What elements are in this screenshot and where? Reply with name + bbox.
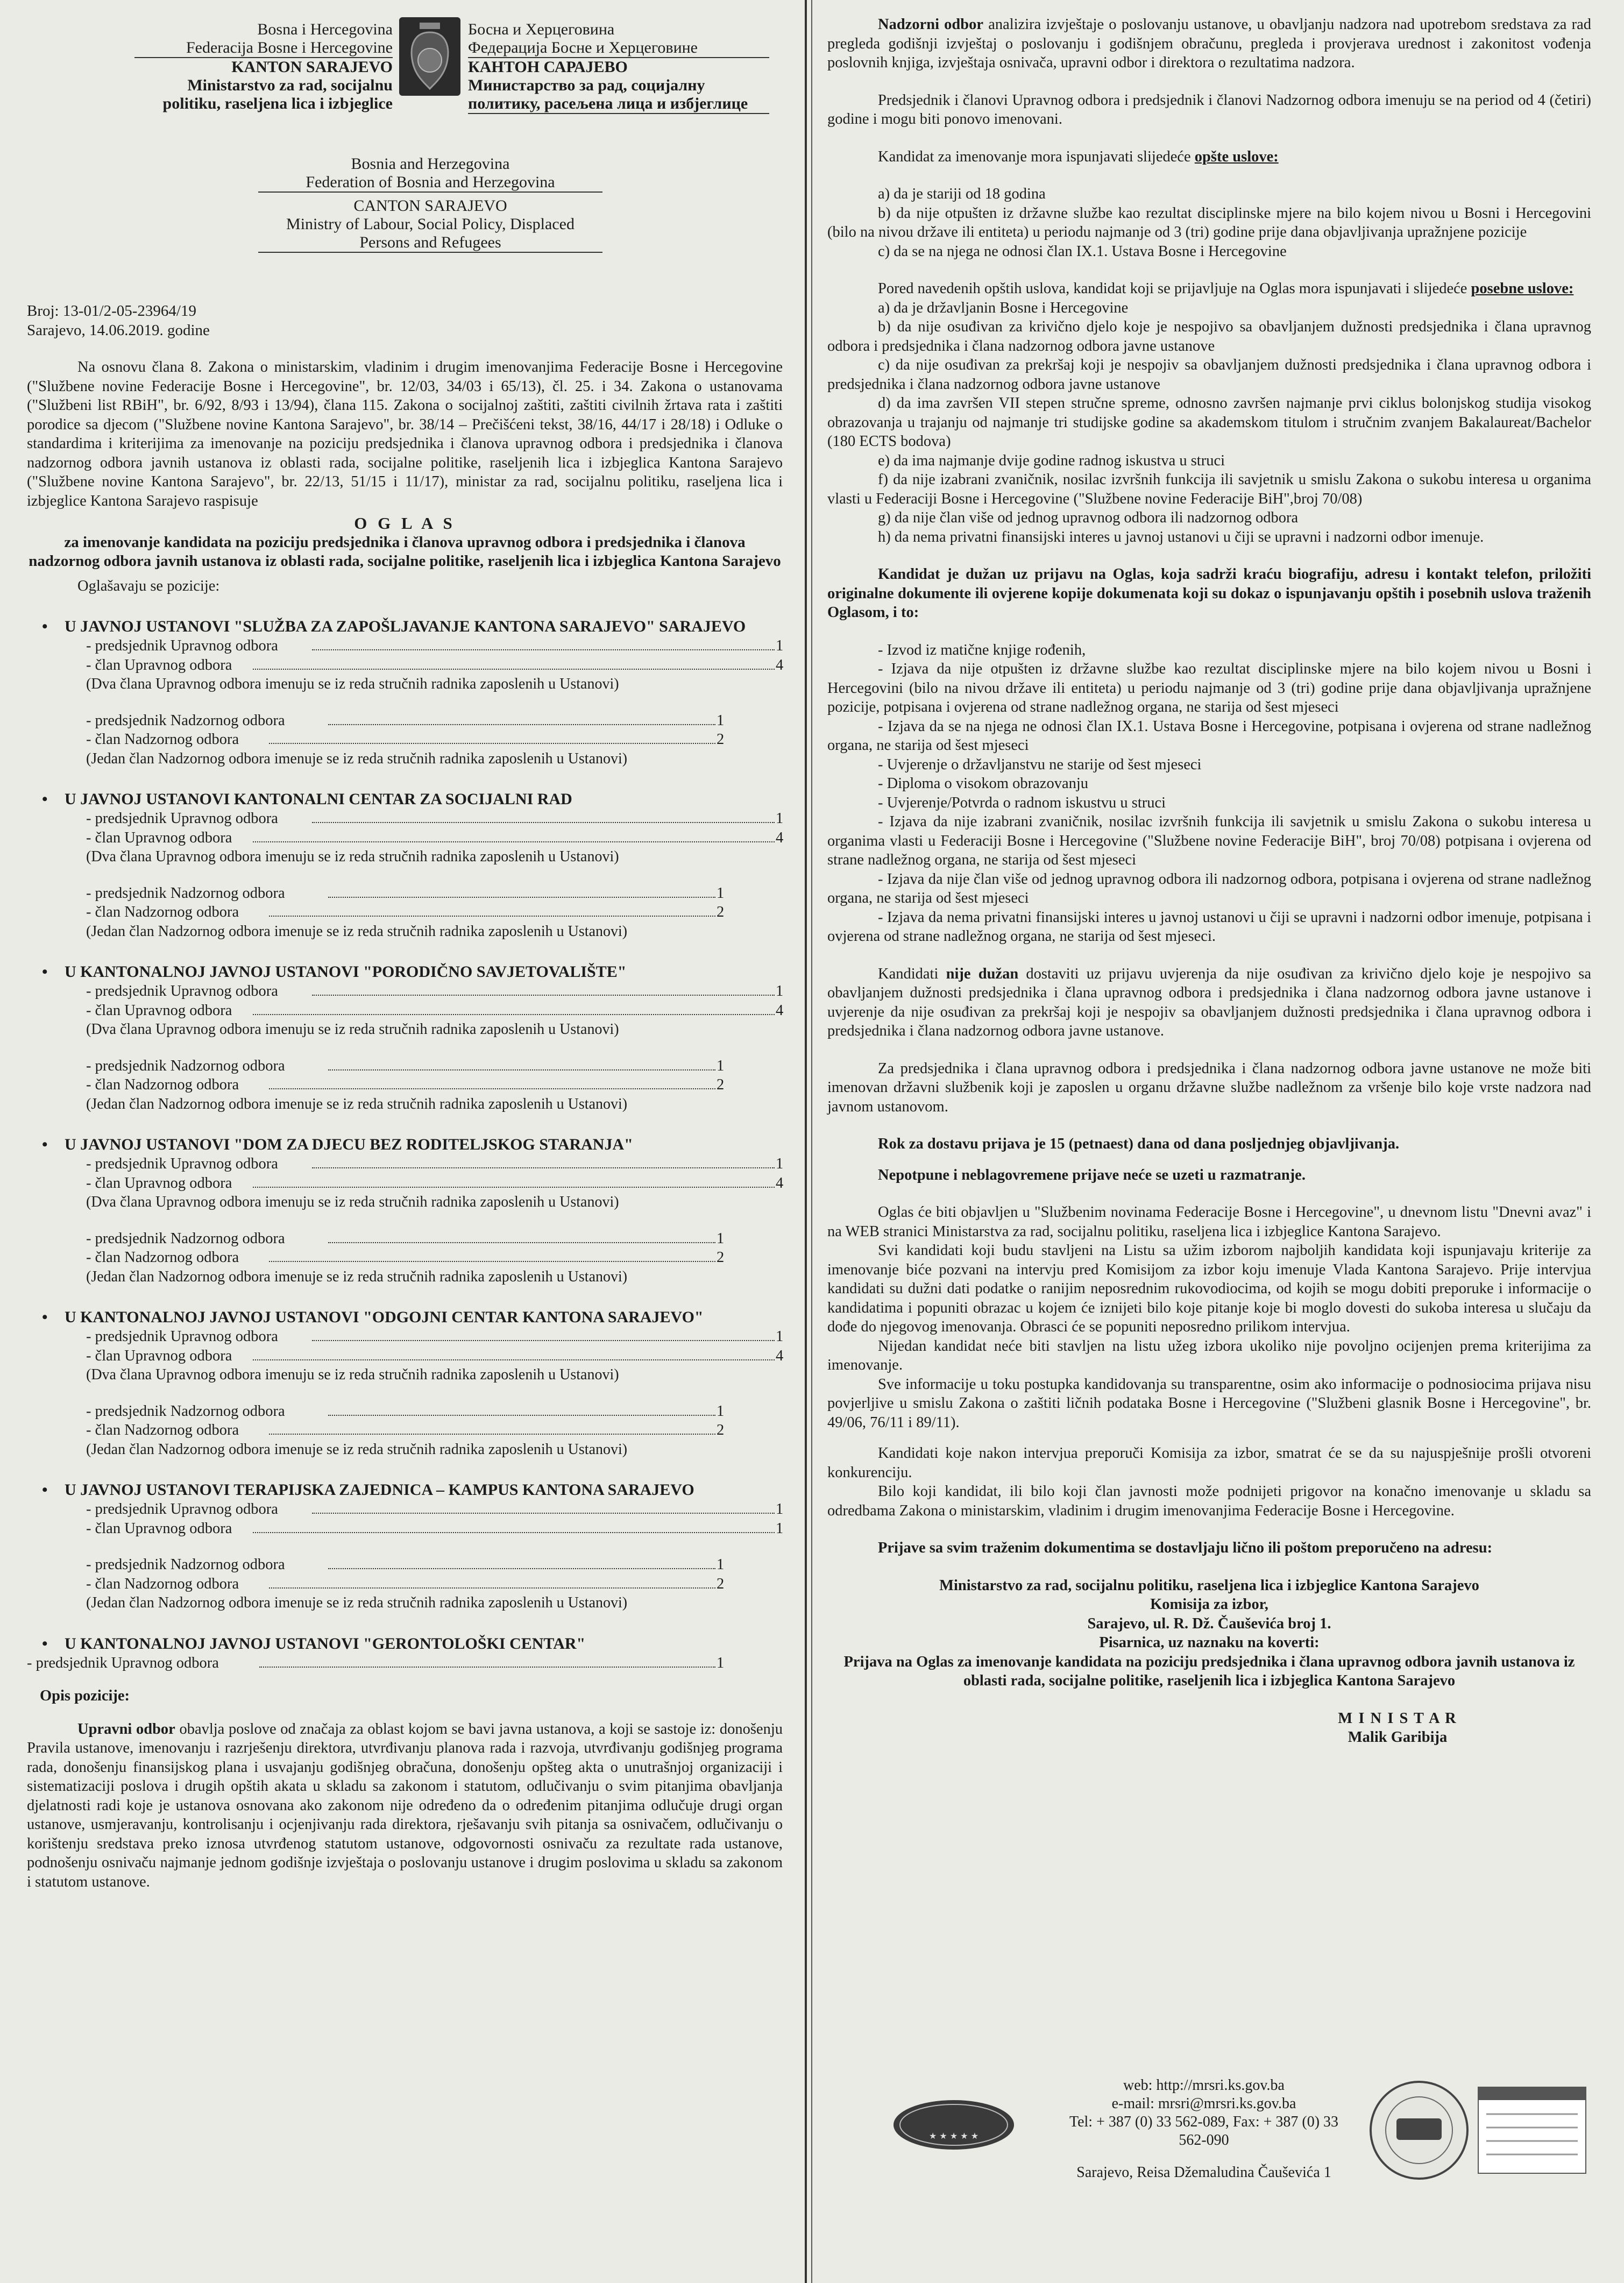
section-note: (Jedan član Nadzornog odbora imenuje se iz reda stručnih radnika zaposlenih u Ustanovi) <box>86 1441 628 1458</box>
footer-contact <box>1064 2076 1344 2182</box>
position-row <box>27 982 783 1001</box>
position-row <box>27 1421 783 1440</box>
position-label: - predsjednik Nadzornog odbora <box>86 884 285 902</box>
reference-number: Broj: 13-01/2-05-23964/19 <box>27 302 196 320</box>
position-row <box>27 1654 783 1673</box>
position-label: - predsjednik Nadzornog odbora <box>86 1057 285 1074</box>
intro-paragraph: Na osnovu člana 8. Zakona o ministarskim, vladinim i drugim imenovanjima Federacije Bosne i Hercegovine ("Službene novine Federacije Bosne i Hercegovine", br. 12/03, 34/03 i 65/13), čl. 25. i 34. Zakona o ustanovama ("Službeni list RBiH", br. 6/92, 8/93 i 13/94), člana 115. Zakona o socijalnoj zaštiti, zaštiti civilnih žrtava rata i zaštiti porodice sa djecom ("Službene novine Kantona Sarajevo", br. 38/14 – Prečišćeni tekst, 38/16, 44/17 i 28/18) i Odluke o standardima i kriterijima za imenovanje na poziciju predsjednika i članova upravnog odbora i predsjednika i članova nadzornog odbora javnih ustanova iz oblasti rada, socijalne politike, raseljenih lica i izbjeglica Kantona Sarajevo ("Službene novine Kantona Sarajevo", br. 22/13, 51/15 i 11/17), ministar za rad, socijalnu politiku, raseljena lica i izbjeglice Kantona Sarajevo raspisuje <box>27 359 783 509</box>
oglas-title: O G L A S <box>354 514 456 533</box>
position-count: 2 <box>717 1422 725 1438</box>
dot-leader <box>269 1248 715 1262</box>
dot-leader <box>253 1346 775 1360</box>
position-row <box>27 1057 783 1076</box>
header-english <box>258 155 602 253</box>
position-count: 1 <box>776 810 784 827</box>
position-row <box>27 1555 783 1575</box>
position-count: 1 <box>776 637 784 654</box>
header-line: Persons and Refugees <box>258 233 602 253</box>
header-line: Bosna i Hercegovina <box>257 20 393 38</box>
dot-leader <box>253 656 775 670</box>
dot-leader <box>328 1555 715 1569</box>
position-count: 1 <box>717 712 725 729</box>
section-title <box>27 1135 783 1154</box>
address-line: Prijava na Oglas za imenovanje kandidata na poziciju predsjednika i člana upravnog odbora javnih ustanova iz oblasti rada, socijalne politike, raseljenih lica i izbjeglica Kantona Sarajevo <box>843 1653 1575 1689</box>
header-line: Федерација Босне и Херцеговине <box>468 39 769 58</box>
position-count: 1 <box>717 1230 725 1247</box>
section-note: (Dva člana Upravnog odbora imenuju se iz reda stručnih radnika zaposlenih u Ustanovi) <box>86 1021 619 1038</box>
column-divider-inner <box>811 0 812 2283</box>
svg-text:★ ★ ★ ★ ★: ★ ★ ★ ★ ★ <box>928 2131 979 2141</box>
upravni-lead: Upravni odbor <box>77 1720 175 1738</box>
dot-leader <box>312 809 775 823</box>
document-item: - Uvjerenje/Potvrda o radnom iskustvu u struci <box>878 794 1166 811</box>
dot-leader <box>253 1519 775 1533</box>
section-title <box>27 962 783 982</box>
dot-leader <box>312 1327 775 1341</box>
publication-paragraph: Oglas će biti objavljen u "Službenim novinama Federacije Bosne i Hercegovine", u dnevnom listu "Dnevni avaz" i na WEB stranici Ministarstva za rad, socijalnu politiku, raseljena lica i izbjeglice Kantona Sarajevo. <box>827 1204 1591 1240</box>
position-row <box>27 884 783 903</box>
dot-leader <box>328 1229 715 1243</box>
header-line: Bosnia and Herzegovina <box>351 155 510 173</box>
header-line: Ministry of Labour, Social Policy, Displaced <box>286 215 575 233</box>
position-count: 2 <box>717 1076 725 1093</box>
position-label: - član Nadzornog odbora <box>86 1249 239 1266</box>
reference-block <box>27 301 210 340</box>
position-section <box>27 790 783 941</box>
shortlist-paragraph: Nijedan kandidat neće biti stavljen na listu užeg izbora ukoliko nije povoljno ocijenjen prema kriterijima za imenovanje. <box>827 1337 1591 1373</box>
section-title-text: U JAVNOJ USTANOVI "SLUŽBA ZA ZAPOŠLJAVANJE KANTONA SARAJEVO" SARAJEVO <box>65 618 746 635</box>
delivery-address <box>827 1576 1591 1691</box>
bullet-icon: • <box>42 790 48 808</box>
condition-item: e) da ima najmanje dvije godine radnog iskustva u struci <box>878 452 1225 469</box>
position-count: 1 <box>776 1520 784 1537</box>
right-body <box>827 15 1591 1747</box>
dot-leader <box>312 1500 775 1514</box>
document-item: - Izjava da nema privatni finansijski interes u javnoj ustanovi u čiji se upravni i nadzorni odbor imenuje, potpisana i ovjerena od strane nadležnog organa, ne starija od šest mjeseci. <box>827 909 1591 945</box>
condition-item: c) da se na njega ne odnosi član IX.1. Ustava Bosne i Hercegovine <box>878 243 1287 260</box>
section-note: (Jedan član Nadzornog odbora imenuje se iz reda stručnih radnika zaposlenih u Ustanovi) <box>86 750 628 767</box>
header-line: Ministarstvo za rad, socijalnu <box>187 76 393 94</box>
upravni-paragraph <box>27 1720 783 1892</box>
general-conditions-text: Kandidat za imenovanje mora ispunjavati slijedeće <box>878 148 1195 165</box>
position-row <box>27 730 783 749</box>
iso-certificate-icon <box>1365 2076 1591 2184</box>
special-conditions-intro <box>827 279 1591 299</box>
section-title-text: U KANTONALNOJ JAVNOJ USTANOVI "ODGOJNI CENTAR KANTONA SARAJEVO" <box>65 1308 704 1326</box>
section-note: (Dva člana Upravnog odbora imenuju se iz reda stručnih radnika zaposlenih u Ustanovi) <box>86 676 619 692</box>
award-seal-icon <box>892 2098 1016 2152</box>
position-section <box>27 1308 783 1459</box>
position-label: - predsjednik Upravnog odbora <box>86 1501 278 1518</box>
dot-leader <box>328 1402 715 1416</box>
position-label: - član Nadzornog odbora <box>86 904 239 920</box>
section-title-text: U JAVNOJ USTANOVI "DOM ZA DJECU BEZ RODITELJSKOG STARANJA" <box>65 1136 633 1153</box>
position-count: 1 <box>717 1654 725 1671</box>
section-title: • U KANTONALNOJ JAVNOJ USTANOVI "GERONTOLOŠKI CENTAR" <box>42 1634 586 1653</box>
position-row <box>27 1001 783 1020</box>
dot-leader <box>253 1174 775 1188</box>
document-item: - Izjava da nije član više od jednog upravnog odbora ili nadzornog odbora, potpisana i ovjerena od strane nadležnog organa, ne starija od šest mjeseci <box>827 870 1591 906</box>
section-title <box>27 790 783 809</box>
section-title <box>27 1308 783 1327</box>
dot-leader <box>328 1057 715 1070</box>
documents-intro: Kandidat je dužan uz prijavu na Oglas, koja sadrži kraću biografiju, adresu i kontakt telefon, priložiti originalne dokumente ili ovjerene kopije dokumenata koji su dokaz o ispunjavanju opštih i posebnih uslova traženih Oglasom, i to: <box>827 566 1591 621</box>
position-section <box>27 1634 783 1673</box>
not-required-text: Kandidati <box>878 965 946 982</box>
position-count: 2 <box>717 1249 725 1266</box>
position-row <box>27 636 783 656</box>
position-row <box>27 1575 783 1594</box>
position-label: - član Nadzornog odbora <box>86 1422 239 1438</box>
header-line: KANTON SARAJEVO <box>231 58 393 76</box>
special-conditions-text: Pored navedenih opštih uslova, kandidat koji se prijavljuje na Oglas mora ispunjavati i slijedeće <box>878 280 1471 297</box>
positions-intro: Oglašavaju se pozicije: <box>77 577 220 594</box>
header-line: Министарство за рад, социјалну <box>468 76 705 94</box>
interview-paragraph: Svi kandidati koji budu stavljeni na Listu sa užim izborom najboljih kandidata koji ispunjavaju kriterije za imenovanje biće pozvani na intervju pred Komisijom za izbor koju imenuje Vlada Kantona Sarajevo. Prije intervjua kandidati su dužni dati podatke o ranijim neposrednim rukovodiocima, od kojih se mogu dobiti preporuke i informacije o kandidatima i popuniti obrazac u kojem će iznijeti bilo koje pitanje koje bi moglo dovesti do sukoba interesa u slučaju da dođe do njegovog imenovanja. Obrasci će se popuniti neposredno prilikom intervjua. <box>827 1242 1591 1335</box>
column-divider <box>805 0 807 2283</box>
not-required-text: dostaviti uz prijavu uvjerenja da nije osuđivan za krivično djelo koje je nespojivo sa obavljanjem dužnosti predsjednika i člana upravnog odbora i predsjednika i člana nadzornog odbora javne ustanove i uvjerenje da nije osuđivan za prekršaj koji je nespojiv sa obavljanjem dužnosti predsjednika i člana upravnog odbora i predsjednika i člana nadzornog odbora javne ustanove. <box>827 965 1591 1039</box>
dot-leader <box>269 730 715 744</box>
condition-item: a) da je državljanin Bosne i Hercegovine <box>878 299 1129 316</box>
minister-signature <box>1247 1709 1548 1747</box>
section-note: (Dva člana Upravnog odbora imenuju se iz reda stručnih radnika zaposlenih u Ustanovi) <box>86 1366 619 1383</box>
position-count: 2 <box>717 904 725 920</box>
position-row <box>27 1248 783 1267</box>
position-row <box>27 1154 783 1174</box>
section-title-text: U JAVNOJ USTANOVI TERAPIJSKA ZAJEDNICA – KAMPUS KANTONA SARAJEVO <box>65 1481 694 1499</box>
position-count: 1 <box>776 1501 784 1518</box>
not-required-bold: nije dužan <box>946 965 1019 982</box>
footer-email[interactable]: e-mail: mrsri@mrsri.ks.gov.ba <box>1111 2095 1296 2112</box>
header-line: КАНТОН САРАЈЕВО <box>468 58 628 76</box>
deadline-paragraph: Rok za dostavu prijava je 15 (petnaest) dana od dana posljednjeg objavljivanja. <box>878 1136 1400 1152</box>
position-label: - predsjednik Upravnog odbora <box>86 983 278 999</box>
nadzorni-lead: Nadzorni odbor <box>878 16 984 33</box>
position-row <box>27 828 783 848</box>
position-row <box>27 711 783 731</box>
dot-leader <box>259 1654 715 1668</box>
documents-list <box>827 641 1591 946</box>
address-line: Ministarstvo za rad, socijalnu politiku, raseljena lica i izbjeglice Kantona Sarajevo <box>939 1577 1479 1594</box>
position-count: 2 <box>717 1575 725 1592</box>
delivery-paragraph: Prijave sa svim traženim dokumentima se dostavljaju lično ili poštom preporučeno na adresu: <box>878 1540 1493 1556</box>
position-label: - predsjednik Nadzornog odbora <box>86 1230 285 1247</box>
special-conditions-list <box>827 299 1591 547</box>
position-label: - predsjednik Upravnog odbora <box>86 1328 278 1345</box>
position-row <box>27 1500 783 1519</box>
footer-web[interactable]: web: http://mrsri.ks.gov.ba <box>1123 2077 1285 2094</box>
dot-leader <box>253 1001 775 1015</box>
coat-of-arms-icon <box>398 16 462 97</box>
header-line: Federation of Bosnia and Herzegovina <box>258 173 602 193</box>
position-count: 2 <box>717 731 725 748</box>
positions-list <box>27 617 783 1613</box>
address-line: Pisarnica, uz naznaku na koverti: <box>1099 1634 1320 1651</box>
footer-address: Sarajevo, Reisa Džemaludina Čauševića 1 <box>1076 2164 1331 2181</box>
position-label: - predsjednik Nadzornog odbora <box>86 712 285 729</box>
document-item: - Diploma o visokom obrazovanju <box>878 775 1089 792</box>
nadzorni-text: analizira izvještaje o poslovanju ustanove, u obavljanju nadzora nad upotrebom sredstava za rad pregleda godišnji izvještaj o poslovanju i godišnjem obračunu, pregleda i provjerava urednost i zakonitost vođenja poslovnih knjiga, izvještaja osnivača, upravni odbor i direktora o rezultatima nadzora. <box>827 16 1591 71</box>
condition-item: h) da nema privatni finansijski interes u javnoj ustanovi u čiji se upravni i nadzorni odbor imenuje. <box>878 528 1484 545</box>
dot-leader <box>328 711 715 725</box>
position-row <box>27 1327 783 1346</box>
header-line: CANTON SARAJEVO <box>353 197 507 215</box>
position-label: - član Nadzornog odbora <box>86 731 239 748</box>
condition-item: a) da je stariji od 18 godina <box>878 186 1046 202</box>
civil-servant-paragraph: Za predsjednika i člana upravnog odbora i predsjednika i člana nadzornog odbora javne ustanove ne može biti imenovan državni službenik koji je zaposlen u organu državne službe nadležnom za vršenje bilo koje vrste nadzora nad javnom ustanovom. <box>827 1060 1591 1115</box>
position-section <box>27 1480 783 1613</box>
header-line: Босна и Херцеговина <box>468 20 615 38</box>
section-title-text: U KANTONALNOJ JAVNOJ USTANOVI "GERONTOLOŠKI CENTAR" <box>65 1634 586 1653</box>
recommended-paragraph: Kandidati koje nakon intervjua preporuči Komisija za izbor, smatrat će se da su najuspješnije prošli otvoreni konkurenciju. <box>827 1445 1591 1481</box>
position-count: 4 <box>776 1002 784 1019</box>
document-item: - Izjava da nije otpušten iz državne službe kao rezultat disciplinske mjere na bilo kojem nivou u Bosni i Hercegovini (bilo na nivou države ili entiteta) u periodu najmanje od 3 (tri) godine prije dana objavljivanja upražnjene pozicije, potpisana i ovjerena od strane nadležnog organa, ne starija od šest mjeseci <box>827 661 1591 715</box>
position-label: - predsjednik Upravnog odbora <box>27 1654 219 1671</box>
upravni-text: obavlja poslove od značaja za oblast kojom se bavi javna ustanova, a koji se sastoje iz: donošenju Pravila ustanove, imenovanju i razrješenju direktora, utvrđivanju planova rada i razvoja, utvrđivanju godišnjeg programa rada, donošenju finansijskog plana i usvajanju godišnjeg obračuna, donošenju opšteg akta o unutrašnjoj organizaciji i sistematizaciji poslova i drugih opštih akata u skladu sa zakonom i statutom, odlučivanju o svim pitanjima obavljanja djelatnosti radi koje je ustanova osnovana ako zakonom nije određeno da o određenim pitanjima odlučuje drugi organ ustanove, usmjeravanju, kontrolisanju i ocjenjivanju rada direktora, rješavanju svih pitanja sa osnivačem, odlučivanju o korištenju sredstava preko iznosa utvrđenog statutom ustanove, odgovornosti osnivaču za rezultate rada ustanove, podnošenju osnivaču najmanje jednom godišnje izvještaja o poslovanju ustanove i drugim poslovima u skladu sa zakonom i statutom ustanove. <box>27 1720 783 1890</box>
dot-leader <box>253 828 775 842</box>
section-note: (Dva člana Upravnog odbora imenuju se iz reda stručnih radnika zaposlenih u Ustanovi) <box>86 848 619 865</box>
position-count: 4 <box>776 656 784 673</box>
position-row <box>27 809 783 828</box>
position-row <box>27 656 783 675</box>
nadzorni-paragraph <box>827 15 1591 73</box>
section-title-text: U KANTONALNOJ JAVNOJ USTANOVI "PORODIČNO SAVJETOVALIŠTE" <box>65 963 627 981</box>
position-count: 1 <box>776 1155 784 1172</box>
document-item: - Izjava da nije izabrani zvaničnik, nosilac izvršnih funkcija ili savjetnik u smislu Zakona o sukobu interesa u organima vlasti u Federaciji Bosne i Hercegovine ("Službene novine Federacije BiH", broj 70/08) potpisana i ovjerena od strane nadležnog organa, ne starija od šest mjeseci <box>827 813 1591 868</box>
position-count: 1 <box>717 884 725 902</box>
position-count: 1 <box>717 1556 725 1573</box>
position-label: - član Upravnog odbora <box>86 1002 232 1019</box>
position-row <box>27 1519 783 1538</box>
position-label: - član Upravnog odbora <box>86 656 232 673</box>
position-row <box>27 1075 783 1095</box>
position-count: 1 <box>717 1402 725 1420</box>
condition-item: b) da nije osuđivan za krivično djelo koje je nespojivo sa obavljanjem dužnosti predsjednika i člana upravnog odbora i predsjednika i člana nadzornog odbora javne ustanove <box>827 318 1591 354</box>
section-title <box>27 617 783 636</box>
header-line: Federacija Bosne i Hercegovine <box>134 39 393 58</box>
position-label: - član Upravnog odbora <box>86 1347 232 1364</box>
general-conditions-label: opšte uslove: <box>1194 148 1279 165</box>
position-label: - predsjednik Nadzornog odbora <box>86 1556 285 1573</box>
address-line: Komisija za izbor, <box>1150 1596 1268 1613</box>
document-item: - Uvjerenje o državljanstvu ne starije od šest mjeseci <box>878 756 1202 773</box>
header-line: политику, расељена лица и избјеглице <box>468 95 769 114</box>
address-line: Sarajevo, ul. R. Dž. Čauševića broj 1. <box>1087 1615 1331 1632</box>
position-section <box>27 1135 783 1286</box>
position-label: - predsjednik Nadzornog odbora <box>86 1402 285 1420</box>
left-body <box>27 358 783 1891</box>
position-row <box>27 903 783 922</box>
position-label: - član Upravnog odbora <box>86 1520 232 1537</box>
reference-date: Sarajevo, 14.06.2019. godine <box>27 322 210 339</box>
section-note: (Jedan član Nadzornog odbora imenuje se iz reda stručnih radnika zaposlenih u Ustanovi) <box>86 1095 628 1112</box>
position-section <box>27 617 783 768</box>
position-count: 4 <box>776 1174 784 1192</box>
minister-title: M I N I S T A R <box>1338 1710 1457 1727</box>
header-latin <box>134 20 393 113</box>
document-item: - Izvod iz matične knjige rođenih, <box>878 641 1086 658</box>
dot-leader <box>269 1575 715 1589</box>
position-label: - predsjednik Upravnog odbora <box>86 637 278 654</box>
ministry-header <box>22 0 796 301</box>
condition-item: f) da nije izabrani zvaničnik, nosilac izvršnih funkcija ili savjetnik u smislu Zakona o sukobu interesa u organima vlasti u Federaciji Bosne i Hercegovine ("Službene novine Federacije BiH",broj 70/08) <box>827 471 1591 507</box>
condition-item: g) da nije član više od jednog upravnog odbora ili nadzornog odbora <box>878 509 1299 526</box>
footer-phone: Tel: + 387 (0) 33 562-089, Fax: + 387 (0) 33 562-090 <box>1069 2114 1339 2149</box>
special-conditions-label: posebne uslove: <box>1471 280 1574 297</box>
dot-leader <box>269 903 715 917</box>
header-line: politiku, raseljena lica i izbjeglice <box>162 95 393 112</box>
condition-item: d) da ima završen VII stepen stručne spreme, odnosno završen najmanje prvi ciklus bolonjskog studija visokog obrazovanja u trajanju od najmanje tri studijske godine sa akademskom titulom i stručnim zvanjem Bakalaureat/Bachelor (180 ECTS bodova) <box>827 395 1591 450</box>
bullet-icon: • <box>42 963 48 981</box>
dot-leader <box>269 1075 715 1089</box>
section-note: (Jedan član Nadzornog odbora imenuje se iz reda stručnih radnika zaposlenih u Ustanovi) <box>86 1594 628 1611</box>
condition-item: b) da nije otpušten iz državne službe kao rezultat disciplinske mjere na bilo kojem nivou u Bosni i Hercegovini (bilo na nivou države ili entiteta) u periodu najmanje od 3 (tri) godine prije dana objavljivanja upražnjene pozicije <box>827 204 1591 240</box>
bullet-icon: • <box>42 1308 48 1326</box>
position-row <box>27 1402 783 1421</box>
dot-leader <box>328 884 715 898</box>
position-label: - predsjednik Upravnog odbora <box>86 1155 278 1172</box>
opis-title: Opis pozicije: <box>40 1688 130 1704</box>
position-label: - član Upravnog odbora <box>86 829 232 846</box>
header-cyrillic <box>468 20 769 114</box>
general-conditions-intro <box>827 147 1591 167</box>
position-label: - predsjednik Upravnog odbora <box>86 810 278 827</box>
minister-name: Malik Garibija <box>1348 1729 1448 1746</box>
oglas-subtitle: za imenovanje kandidata na poziciju predsjednika i članova upravnog odbora i predsjednika i članova nadzornog odbora javnih ustanova iz oblasti rada, socijalne politike, raseljenih lica i izbjeglica Kantona Sarajevo <box>29 533 781 570</box>
general-conditions-list <box>827 185 1591 261</box>
position-count: 4 <box>776 1347 784 1364</box>
position-row <box>27 1174 783 1193</box>
not-required-paragraph <box>827 965 1591 1041</box>
incomplete-paragraph: Nepotpune i neblagovremene prijave neće se uzeti u razmatranje. <box>878 1166 1306 1183</box>
position-row <box>27 1346 783 1366</box>
position-section <box>27 962 783 1114</box>
section-note: (Jedan član Nadzornog odbora imenuje se iz reda stručnih radnika zaposlenih u Ustanovi) <box>86 923 628 940</box>
position-count: 1 <box>776 983 784 999</box>
footer <box>827 2066 1591 2259</box>
information-paragraph: Sve informacije u toku postupka kandidovanja su transparentne, osim ako informacije o podnosiocima prijava nisu povjerljive u smislu Zakona o zaštiti ličnih podataka Bosne i Hercegovine ("Službeni glasnik Bosne i Hercegovine", br. 49/06, 76/11 i 89/11). <box>827 1376 1591 1431</box>
position-count: 1 <box>717 1057 725 1074</box>
document-item: - Izjava da se na njega ne odnosi član IX.1. Ustava Bosne i Hercegovine, potpisana i ovjerena od strane nadležnog organa, ne starija od šest mjeseci <box>827 718 1591 754</box>
dot-leader <box>269 1421 715 1435</box>
position-row <box>27 1229 783 1249</box>
position-count: 1 <box>776 1328 784 1345</box>
position-label: - član Nadzornog odbora <box>86 1575 239 1592</box>
section-title-text: U JAVNOJ USTANOVI KANTONALNI CENTAR ZA SOCIJALNI RAD <box>65 790 572 808</box>
dot-leader <box>312 636 775 650</box>
section-title <box>27 1480 783 1500</box>
position-label: - član Nadzornog odbora <box>86 1076 239 1093</box>
position-label: - član Upravnog odbora <box>86 1174 232 1192</box>
section-note: (Dva člana Upravnog odbora imenuju se iz reda stručnih radnika zaposlenih u Ustanovi) <box>86 1194 619 1210</box>
complaint-paragraph: Bilo koji kandidat, ili bilo koji član javnosti može podnijeti prigovor na konačno imenovanje u skladu sa odredbama Zakona o ministarskim, vladinim i drugim imenovanjima Federacije Bosne i Hercegovine. <box>827 1483 1591 1519</box>
bullet-icon: • <box>42 1481 48 1499</box>
mandate-paragraph: Predsjednik i članovi Upravnog odbora i predsjednik i članovi Nadzornog odbora imenuju se na period od 4 (četiri) godine i mogu biti ponovo imenovani. <box>827 91 1591 127</box>
bullet-icon: • <box>42 1136 48 1153</box>
section-note: (Jedan član Nadzornog odbora imenuje se iz reda stručnih radnika zaposlenih u Ustanovi) <box>86 1268 628 1285</box>
condition-item: c) da nije osuđivan za prekršaj koji je nespojiv sa obavljanjem dužnosti predsjednika i člana upravnog odbora i predsjednika i člana nadzornog odbora javne ustanove <box>827 357 1591 393</box>
bullet-icon: • <box>42 618 48 635</box>
dot-leader <box>312 1154 775 1168</box>
position-count: 4 <box>776 829 784 846</box>
dot-leader <box>312 982 775 996</box>
left-column <box>22 0 796 1890</box>
